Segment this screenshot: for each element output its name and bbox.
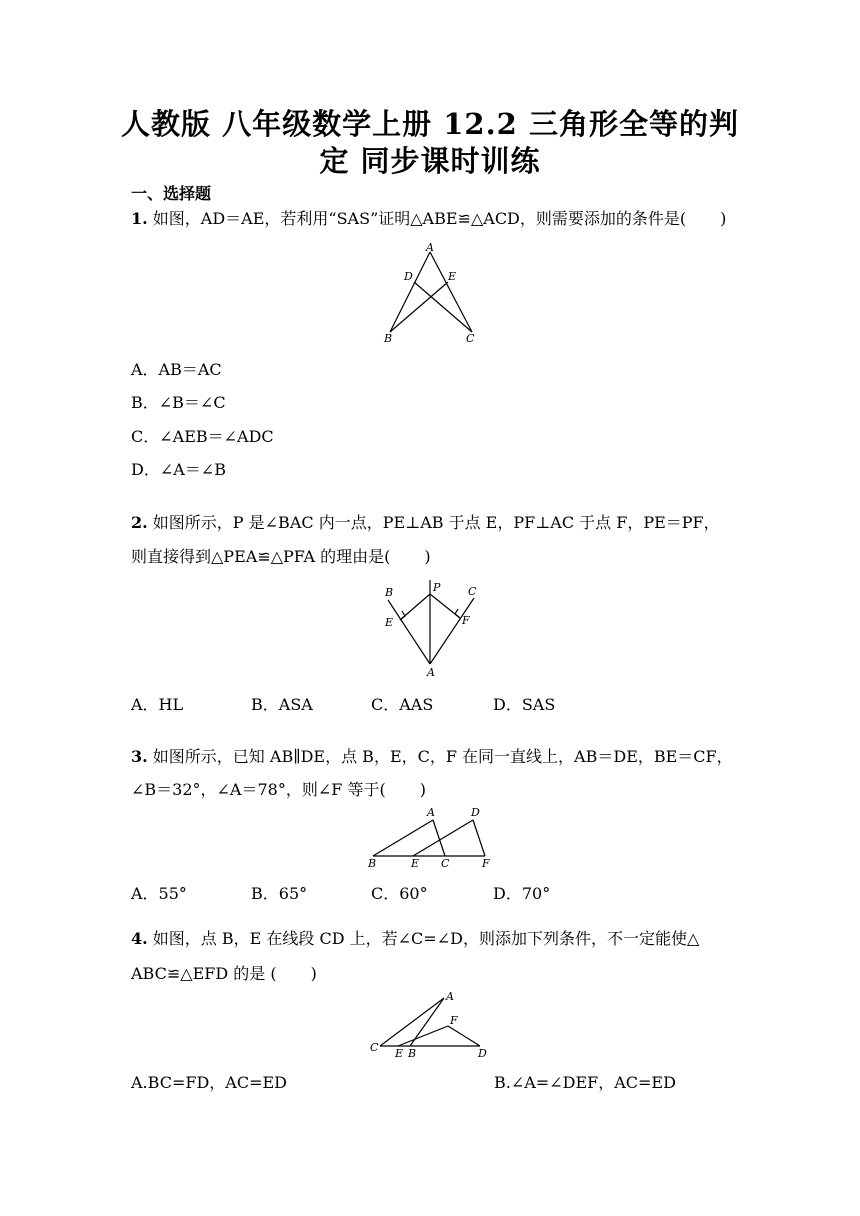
question-2 xyxy=(131,512,720,534)
label-D: D xyxy=(478,1047,487,1060)
close-paren: ) xyxy=(419,780,426,799)
question-number: 1. xyxy=(131,209,148,228)
q1-option-b[interactable]: B．∠B＝∠C xyxy=(131,393,226,412)
close-paren: ) xyxy=(310,964,317,983)
question-text-line1: 如图所示，已知 AB∥DE，点 B，E，C，F 在同一直线上，AB＝DE，BE＝CF， xyxy=(152,747,733,766)
question-3 xyxy=(131,746,733,768)
question-3-line2 xyxy=(131,779,426,801)
label-A: A xyxy=(427,666,435,678)
q1-option-d[interactable]: D．∠A＝∠B xyxy=(131,460,226,479)
question-2-line2 xyxy=(131,546,431,568)
question-number: 3. xyxy=(131,747,148,766)
label-B: B xyxy=(384,332,393,344)
figure-q4 xyxy=(368,988,498,1060)
label-P: P xyxy=(433,581,441,594)
label-C: C xyxy=(370,1041,379,1054)
label-E: E xyxy=(448,270,457,283)
question-text-line2: ABC≌△EFD 的是 ( xyxy=(131,964,277,983)
label-C: C xyxy=(468,585,477,598)
label-B: B xyxy=(408,1047,417,1060)
question-number: 2. xyxy=(131,513,148,532)
label-F: F xyxy=(482,857,490,870)
label-B: B xyxy=(368,857,377,870)
question-4 xyxy=(131,928,699,950)
label-C: C xyxy=(441,857,450,870)
q1-option-c[interactable]: C．∠AEB＝∠ADC xyxy=(131,427,274,446)
q3-option-d[interactable]: D．70° xyxy=(493,884,551,903)
label-F: F xyxy=(462,614,470,627)
q3-option-c[interactable]: C．60° xyxy=(371,884,428,903)
close-paren: ) xyxy=(720,209,727,228)
close-paren: ) xyxy=(424,547,431,566)
question-text-line1: 如图，点 B，E 在线段 CD 上，若∠C=∠D，则添加下列条件，不一定能使△ xyxy=(152,929,700,948)
question-text: 如图，AD＝AE，若利用“SAS”证明△ABE≌△ACD，则需要添加的条件是( xyxy=(152,209,687,228)
section-heading: 一、选择题 xyxy=(131,184,212,203)
q4-option-b[interactable]: B.∠A=∠DEF，AC=ED xyxy=(494,1073,676,1092)
q3-option-a[interactable]: A．55° xyxy=(131,884,187,903)
figure-q1 xyxy=(380,240,480,344)
question-1 xyxy=(131,208,726,230)
label-E: E xyxy=(385,616,394,629)
label-F: F xyxy=(450,1014,458,1027)
page-title-line2: 定 同步课时训练 xyxy=(319,144,541,178)
figure-q2 xyxy=(376,578,486,678)
q2-option-a[interactable]: A．HL xyxy=(131,695,184,714)
label-A: A xyxy=(426,241,434,254)
page-title-line1: 人教版 八年级数学上册 12.2 三角形全等的判 xyxy=(121,107,739,141)
question-text-line2: 则直接得到△PEA≌△PFA 的理由是( xyxy=(131,547,391,566)
question-text-line2: ∠B＝32°，∠A＝78°，则∠F 等于( xyxy=(131,780,386,799)
label-E: E xyxy=(411,857,420,870)
label-A: A xyxy=(446,990,454,1003)
q2-option-b[interactable]: B．ASA xyxy=(251,695,313,714)
q2-option-d[interactable]: D．SAS xyxy=(493,695,556,714)
label-E: E xyxy=(395,1047,404,1060)
label-B: B xyxy=(385,586,394,599)
label-C: C xyxy=(466,332,475,344)
question-number: 4. xyxy=(131,929,148,948)
q1-option-a[interactable]: A．AB＝AC xyxy=(131,360,222,379)
question-4-line2 xyxy=(131,963,317,985)
question-text-line1: 如图所示，P 是∠BAC 内一点，PE⊥AB 于点 E，PF⊥AC 于点 F，PE＝PF， xyxy=(152,513,720,532)
figure-q3 xyxy=(365,804,495,870)
q3-option-b[interactable]: B．65° xyxy=(251,884,308,903)
q4-option-a[interactable]: A.BC=FD，AC=ED xyxy=(131,1073,287,1092)
label-D: D xyxy=(404,270,413,283)
label-A: A xyxy=(427,806,435,819)
label-D: D xyxy=(471,806,480,819)
q2-option-c[interactable]: C．AAS xyxy=(371,695,434,714)
